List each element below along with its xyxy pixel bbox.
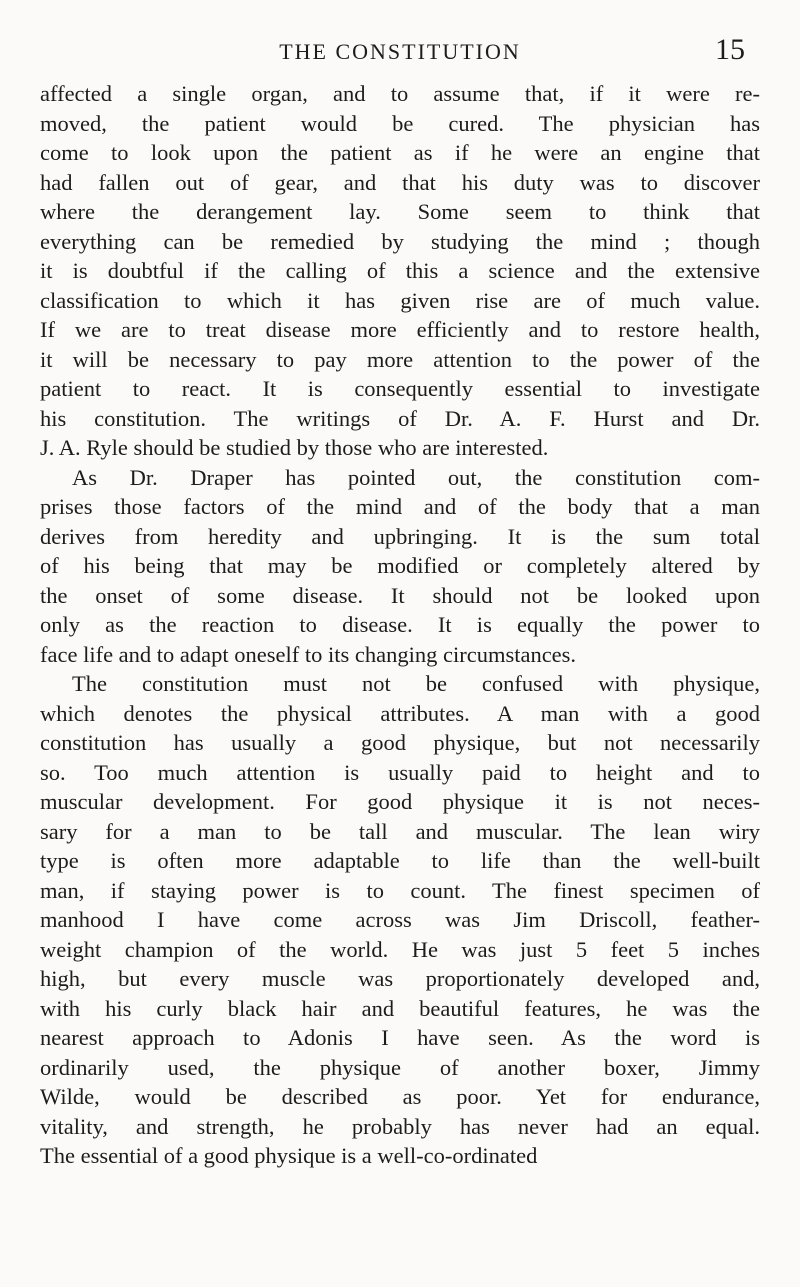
text-line: so. Too much attention is usually paid to height and to [40,759,760,785]
text-line: vitality, and strength, he probably has never had an equal. [40,1113,760,1139]
text-line: had fallen out of gear, and that his duty was to discover [40,169,760,195]
text-line: prises those factors of the mind and of the body that a man [40,494,760,519]
text-line: face life and to adapt oneself to its changing circumstances. [40,641,577,667]
text-line: everything can be remedied by studying the mind ; though [40,228,760,254]
text-line: his constitution. The writings of Dr. A. F. Hurst and Dr. [40,405,760,431]
text-line: ordinarily used, the physique of another boxer, Jimmy [40,1054,760,1080]
text-line: it is doubtful if the calling of this a science and the extensive [40,258,760,283]
text-line: manhood I have come across was Jim Driscoll, feather- [40,907,760,932]
text-line: high, but every muscle was proportionately developed and, [40,966,760,991]
text-line: man, if staying power is to count. The finest specimen of [40,877,760,903]
text-line: of his being that may be modified or completely altered by [40,553,760,578]
text-line: classification to which it has given rise are of much value. [40,287,760,313]
text-line: with his curly black hair and beautiful features, he was the [40,995,760,1021]
text-line: it will be necessary to pay more attention to the power of the [40,346,760,372]
text-line: only as the reaction to disease. It is equally the power to [40,612,760,637]
text-line: The essential of a good physique is a well-co-ordinated [40,1143,538,1168]
text-line: patient to react. It is consequently essential to investigate [40,376,760,401]
text-line: where the derangement lay. Some seem to think that [40,199,760,224]
text-line: As Dr. Draper has pointed out, the constitution com- [72,464,760,490]
text-line: If we are to treat disease more efficiently and to restore health, [40,317,760,342]
text-line: the onset of some disease. It should not be looked upon [40,582,760,608]
text-line: The constitution must not be confused with physique, [72,671,760,696]
text-line: weight champion of the world. He was just 5 feet 5 inches [40,936,760,962]
text-line: nearest approach to Adonis I have seen. As the word is [40,1025,760,1050]
running-title: THE CONSTITUTION [279,39,521,64]
text-line: which denotes the physical attributes. A man with a good [40,700,760,726]
text-line: moved, the patient would be cured. The physician has [40,110,760,136]
text-line: derives from heredity and upbringing. It is the sum total [40,523,760,549]
text-line: come to look upon the patient as if he were an engine that [40,140,760,165]
text-line: affected a single organ, and to assume that, if it were re- [40,81,760,106]
running-head [0,33,800,73]
text-line: sary for a man to be tall and muscular. The lean wiry [40,818,760,844]
body-text [40,79,760,1171]
text-line: J. A. Ryle should be studied by those who are interested. [40,435,549,460]
text-line: type is often more adaptable to life than the well-built [40,848,760,873]
text-line: constitution has usually a good physique, but not necessarily [40,730,760,755]
page-number: 15 [715,33,745,66]
text-line: muscular development. For good physique it is not neces- [40,789,760,814]
text-line: Wilde, would be described as poor. Yet for endurance, [40,1084,760,1109]
